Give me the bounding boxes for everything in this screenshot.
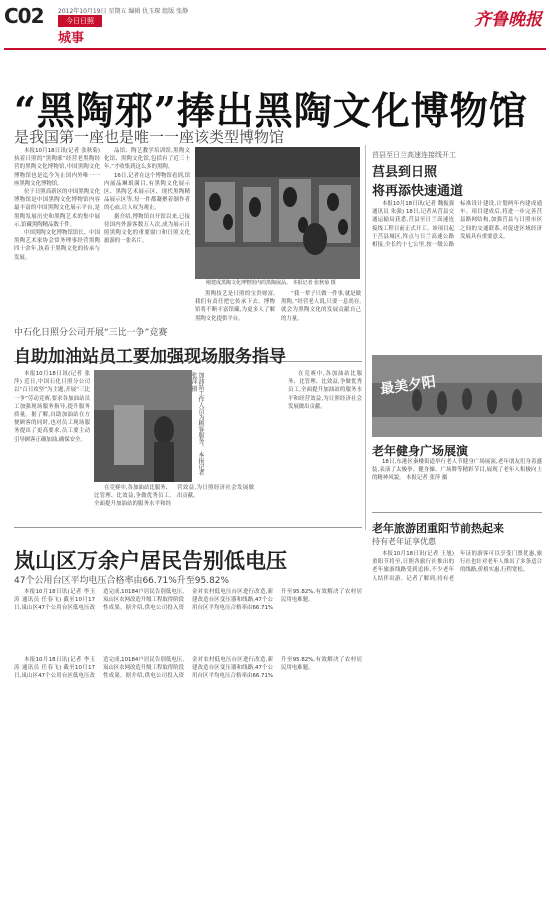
- story3-kicker: 中石化日照分公司开展“三比一争”竞赛: [14, 328, 168, 338]
- story1-photo-caption: 刚建成黑陶文化博物馆内的黑陶展品。 本报记者 张秋菊 摄: [206, 280, 336, 286]
- story6-p1: 本报10月18日讯(记者 王旭) 重阳节将至,日照各旅行社推出的老年旅游线路受到追捧,不少老年人结伴出游。记者了解到,持有老年证的游客可以享受门票优惠,旅行社也针对老年人推出了多条适合的线路,价格实惠,行程宽松。: [372, 551, 542, 582]
- story5-body-bottom: [14, 656, 362, 756]
- story1-title: “黑陶邪”捧出黑陶文化博物馆: [14, 88, 528, 133]
- story3-photo: [94, 370, 192, 482]
- story6-body: [372, 550, 542, 740]
- story1-p7: 黑陶技艺是日照的宝贵财富,我们有责任把它传承下去。博物馆将不断丰富馆藏,为更多人了解黑陶文化提供平台。: [195, 291, 275, 322]
- section-title: 城事: [58, 31, 85, 46]
- story1-col4: [281, 290, 361, 356]
- story1-p6: 据介绍,博物馆自开馆以来,已接待国内外游客数万人次,成为展示日照黑陶文化的重要窗口和日照文化旅游的一张名片。: [104, 213, 190, 245]
- story1-subtitle: 是我国第一座也是唯一一座该类型博物馆: [14, 128, 285, 146]
- story1-p1: 本报10月18日讯(记者 张秋菊) 执着日照的“黑陶邪”经营老黑陶经营的黑陶文化博物馆,中国黑陶文化博物馆也是迄今为止国内外唯一一座黑陶文化博物馆。: [14, 148, 100, 187]
- story4-photo-text: 最美夕阳: [379, 374, 437, 398]
- story3-photo-caption: 加油站工作人员为顾客服务。 本报记者 张萍 摄: [190, 372, 204, 476]
- story2-title2: 将再添快速通道: [372, 184, 464, 199]
- museum-photo-image: [195, 147, 360, 279]
- story1-p8: “我一辈子只做一件事,就是做黑陶。”经营老人说,只要一息尚存,就会为黑陶文化的发展贡献自己的力量。: [281, 291, 361, 322]
- newspaper-logo: 齐鲁晚报: [474, 10, 542, 30]
- page-code: C02: [4, 4, 44, 28]
- column-divider: [365, 145, 366, 530]
- story5-p1: 本报10月18日讯(记者 李玉涛 通讯员 任春飞) 截至10月17日,岚山区47个公用台区低电压改造完成,10184户居民告别低电压,岚山区农网改造升级工程取得阶段性成果。据介绍,供电公司投入资金对农村低电压台区进行改造,新建改造台区变压器和线路,47个公用台区平均电压合格率由66.71%升至95.82%,有效解决了农村居民用电难题。: [14, 589, 362, 612]
- story1-p2: 位于日照高新区的中国黑陶文化博物馆是中国黑陶文化博物馆内容最丰富的中国黑陶文化展示平台,是黑陶发展历史和黑陶艺术的集中展示,馆藏黑陶精品数千件。: [14, 189, 100, 228]
- story4-photo: [372, 355, 542, 437]
- story3-p3: 在竞赛中,各加油站比服务、比管理、比效益,争做优秀员工,全面提升加油站的服务水平和经营效益,为日照经济社会发展做出贡献。: [288, 371, 362, 410]
- gas-station-photo-image: [94, 370, 192, 482]
- story3-col2: [94, 484, 254, 520]
- story1-photo: [195, 147, 360, 279]
- story2-kicker: 莒县至日兰高速连接线开工: [372, 151, 456, 159]
- story5-p2: 本报10月18日讯(记者 李玉涛 通讯员 任春飞) 截至10月17日,岚山区47个公用台区低电压改造完成,10184户居民告别低电压,岚山区农网改造升级工程取得阶段性成果。据介绍,供电公司投入资金对农村低电压台区进行改造,新建改造台区变压器和线路,47个公用台区平均电压合格率由66.71%升至95.82%,有效解决了农村居民用电难题。: [14, 657, 362, 680]
- section-badge: 今日日照: [58, 15, 102, 27]
- story3-col1: [14, 370, 90, 520]
- story3-col3: [288, 370, 362, 520]
- story2-title1: 莒县到日照: [372, 165, 438, 180]
- story5-body-top: [14, 588, 362, 648]
- story5-subtitle: 47个公用台区平均电压合格率由66.71%升至95.82%: [14, 576, 230, 586]
- story4-title: 老年健身广场展演: [372, 444, 469, 458]
- story4-body: [372, 458, 542, 506]
- story3-p2: 在竞赛中,各加油站比服务、比管理、比效益,争做优秀员工,全面提升加油站的服务水平和经营效益,为日照经济社会发展做出贡献。: [94, 485, 254, 508]
- story6-title: 老年旅游团重阳节前热起来: [372, 522, 504, 535]
- story4-p1: 18日,东港区秦楼街道举行老人节健身广场展演,老年朋友们身着盛装,表演了太极拳、健身操、广场舞等精彩节目,展现了老年人积极向上的精神风貌。 本报记者 张萍 摄: [372, 459, 542, 482]
- story3-p1: 本报10月18日讯(记者 张萍) 近日,中国石化日照分公司以“百日攻坚”为主题,开展“三比一争”劳动竞赛,要求各加油站员工加强现场服务指导,提升服务质量。据了解,自助加油站在方便顾客的同时,也对员工现场服务提出了更高要求,员工要主动引导顾客正确加油,确保安全。: [14, 371, 90, 443]
- story1-p3: 中国黑陶文化博物馆馆长、中国黑陶艺术家协会常务理事经营黑陶四十余年,执着于黑陶文化的传承与发展。: [14, 230, 100, 261]
- story1-p4: 品馆、陶艺教学培训馆,黑陶文化馆、黑陶文化馆,包括有了近三十年,“才收集到这么多的黑陶。: [104, 148, 190, 171]
- story6-subtitle: 持有老年证享优惠: [372, 537, 436, 546]
- header-divider: [4, 48, 546, 50]
- story5-title: 岚山区万余户居民告别低电压: [14, 549, 287, 573]
- story6-rule: [372, 512, 542, 513]
- story1-p5: 16日,记者在这个博物馆看到,馆内展品琳琅满目,有黑陶文化展示区、黑陶艺术展示区、现代黑陶精品展示区等,每一件都凝聚着制作者的心血,让人叹为观止。: [104, 172, 190, 212]
- story3-title: 自助加油站员工要加强现场服务指导: [14, 347, 286, 367]
- story2-p1: 本报10月18日讯(记者 魏振强 通讯员 朱强) 18日,记者从莒县交通运输局获悉,莒县至日兰高速连接线工程日前正式开工。该项目起于莒县城区,终点与日兰高速公路相接,全长约十七公里,按一级公路标准设计建设,计划两年内建成通车。项目建成后,将进一步完善莒县路网结构,加强莒县与日照市区之间的交通联系,对促进区域经济发展具有重要意义。: [372, 201, 542, 249]
- story2-body: [372, 200, 542, 350]
- story5-rule: [14, 527, 362, 528]
- date-line: 2012年10月19日 星期五 编辑 仇玉琛 组版 张静: [58, 8, 189, 15]
